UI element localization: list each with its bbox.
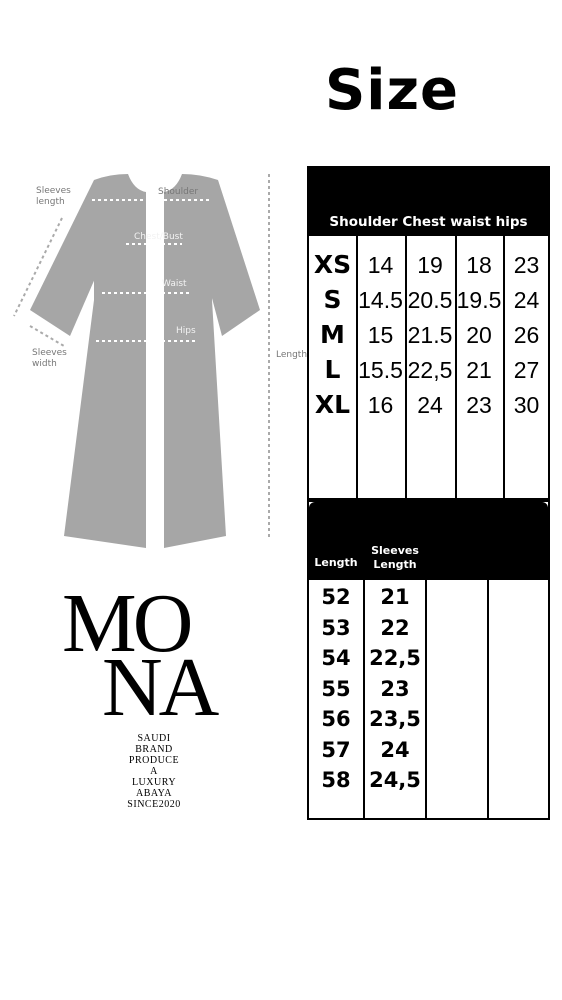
table-row	[309, 353, 548, 387]
cell-shoulder: 14.5	[358, 287, 403, 313]
sleeve-width-line	[30, 326, 64, 346]
table-row	[309, 248, 548, 282]
cell-sleeves: 24	[380, 737, 410, 762]
cell-size: L	[324, 355, 341, 384]
cell-sleeves: 24,5	[369, 768, 421, 792]
tagline-line: LUXURY	[131, 777, 177, 788]
cell-sleeves: 22,5	[369, 646, 421, 670]
cell-size: S	[323, 285, 342, 314]
table-row	[309, 643, 548, 673]
cell-shoulder: 16	[367, 392, 394, 418]
shoulder-label: Shoulder	[158, 187, 199, 197]
cell-chest: 21.5	[407, 322, 453, 348]
table-row	[309, 388, 548, 422]
mona-logo	[62, 577, 222, 734]
cell-chest: 19	[417, 252, 443, 278]
table-header	[309, 502, 548, 580]
header-label: Shoulder Chest waist hips	[329, 214, 528, 230]
cell-hips: 26	[513, 322, 540, 348]
cell-length: 54	[321, 646, 351, 670]
sleeves-width-label: Sleeves width	[32, 348, 67, 369]
cell-hips: 27	[513, 357, 540, 383]
abaya-diagram	[10, 160, 310, 560]
cell-shoulder: 14	[367, 252, 394, 278]
cell-length: 53	[321, 615, 351, 640]
cell-sleeves: 21	[380, 585, 410, 609]
tagline-line: SAUDI	[137, 733, 171, 744]
cell-waist: 19.5	[456, 287, 502, 313]
table-header	[309, 168, 548, 236]
cell-waist: 20	[466, 322, 492, 348]
cell-length: 56	[321, 707, 351, 731]
length-table	[307, 500, 550, 820]
header-length: Length	[314, 556, 358, 569]
logo-line-2: NA	[102, 641, 216, 734]
cell-waist: 21	[466, 357, 492, 383]
table-row	[309, 704, 548, 734]
table-row	[309, 318, 548, 352]
table-row	[309, 735, 548, 765]
cell-waist: 23	[466, 392, 492, 418]
logo-tagline	[110, 733, 198, 810]
cell-hips: 24	[513, 287, 540, 313]
tagline-line: A	[150, 766, 158, 777]
cell-size: M	[320, 320, 345, 349]
page-title: Size	[324, 58, 460, 123]
tagline-line: BRAND	[135, 744, 173, 755]
cell-waist: 18	[466, 252, 492, 278]
cell-shoulder: 15	[367, 322, 394, 348]
hips-label: Hips	[176, 326, 196, 336]
cell-length: 55	[321, 676, 351, 701]
cell-sleeves: 22	[380, 615, 410, 640]
cell-shoulder: 15.5	[358, 357, 403, 383]
length-label: Length	[276, 350, 308, 360]
cell-size: XS	[313, 250, 352, 279]
table-row	[309, 582, 548, 612]
table-row	[309, 765, 548, 795]
sleeves-length-label: Sleeves length	[36, 186, 71, 207]
table-row	[309, 283, 548, 317]
cell-length: 57	[321, 737, 351, 762]
waist-label: Waist	[162, 279, 187, 289]
cell-hips: 30	[513, 392, 540, 418]
header-sleeves-length: Sleeves Length	[371, 544, 419, 571]
cell-chest: 20.5	[407, 287, 453, 313]
tagline-line: PRODUCE	[128, 755, 180, 766]
chest-label: Chest/Bust	[134, 232, 183, 242]
tagline-line: SINCE2020	[127, 799, 181, 810]
cell-size: XL	[314, 390, 351, 419]
size-measurements-table	[307, 166, 550, 500]
cell-sleeves: 23,5	[369, 707, 421, 731]
cell-sleeves: 23	[380, 676, 410, 701]
table-row	[309, 613, 548, 643]
table-row	[309, 674, 548, 704]
logo-line-1: MO	[62, 577, 190, 670]
cell-length: 58	[321, 768, 351, 792]
cell-chest: 22,5	[407, 357, 453, 383]
tagline-line: ABAYA	[135, 788, 173, 799]
cell-chest: 24	[417, 392, 443, 418]
cell-length: 52	[321, 585, 351, 609]
cell-hips: 23	[513, 252, 540, 278]
